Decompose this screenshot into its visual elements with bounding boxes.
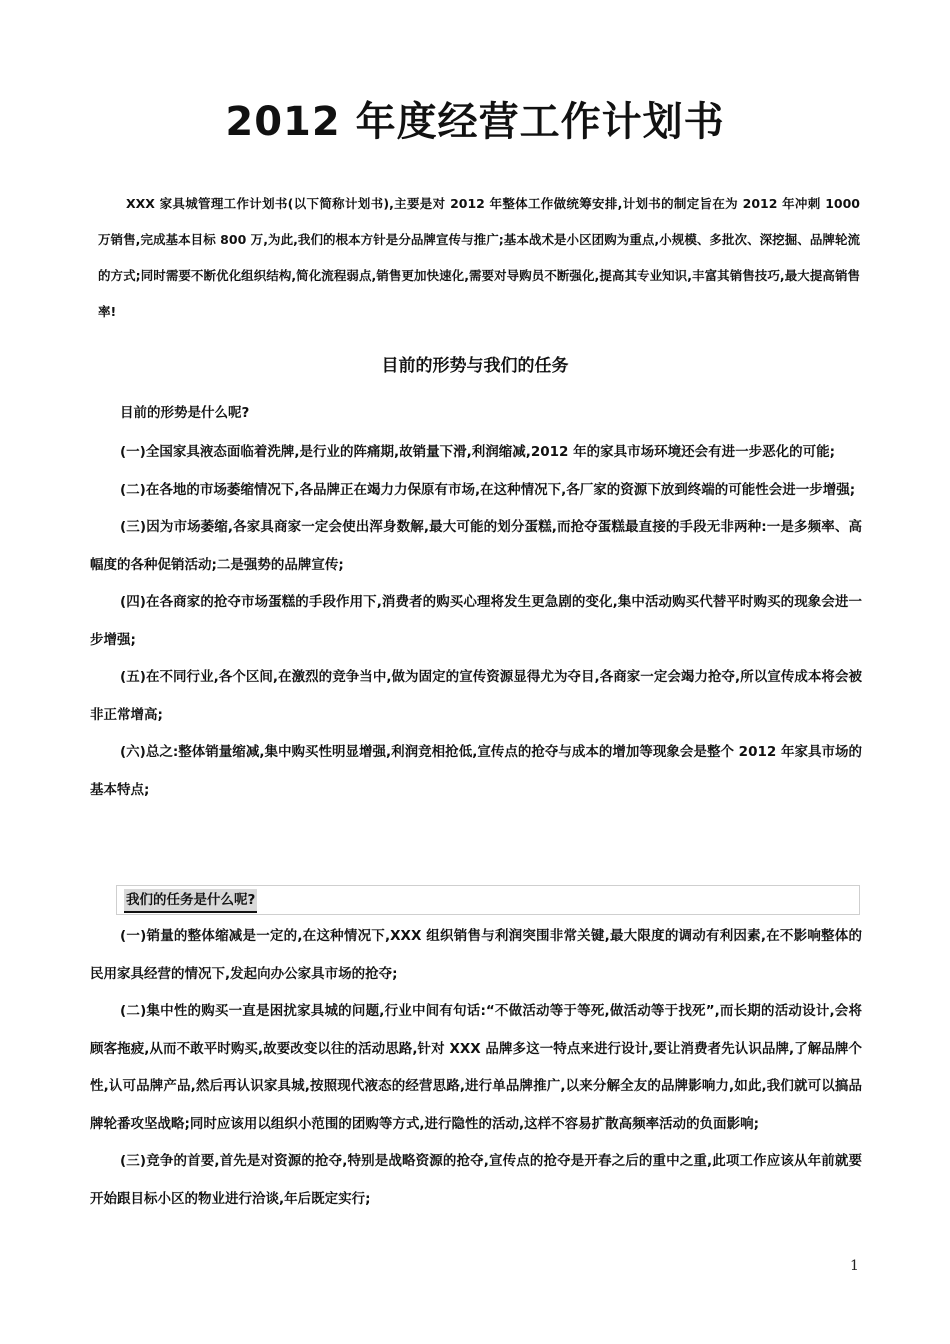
situation-item-4: (四)在各商家的抢夺市场蛋糕的手段作用下,消费者的购买心理将发生更急剧的变化,集中活动购买代替平时购买的现象会进一步增强; <box>90 594 862 648</box>
section-heading: 目前的形势与我们的任务 <box>381 356 569 376</box>
page-number: 1 <box>850 1258 859 1274</box>
situation-item-2: (二)在各地的市场萎缩情况下,各品牌正在竭力力保原有市场,在这种情况下,各厂家的资源下放到终端的可能性会进一步增强; <box>120 481 856 498</box>
task-item-1: (一)销量的整体缩减是一定的,在这种情况下,XXX 组织销售与利润突围非常关键,最大限度的调动有利因素,在不影响整体的民用家具经营的情况下,发起向办公家具市场的抢夺; <box>90 928 862 982</box>
intro-paragraph: XXX 家具城管理工作计划书(以下简称计划书),主要是对 2012 年整体工作做统筹安排,计划书的制定旨在为 2012 年冲刺 1000 万销售,完成基本目标 800 万,为此,我们的根本方针是分品牌宣传与推广;基本战术是小区团购为重点,小规模、多批次、深挖掘、品牌轮流的方式;同时需要不断优化组织结构,简化流程弱点,销售更加快速化,需要对导购员不断强化,提高其专业知识,丰富其销售技巧,最大提高销售率! <box>98 196 860 319</box>
situation-item-1: (一)全国家具液态面临着洗牌,是行业的阵痛期,故销量下滑,利润缩减,2012 年的家具市场环境还会有进一步恶化的可能; <box>120 444 836 460</box>
task-list <box>90 918 862 1218</box>
document-title: 2012 年度经营工作计划书 <box>225 99 725 145</box>
situation-item-6: (六)总之:整体销量缩减,集中购买性明显增强,利润竞相抢低,宣传点的抢夺与成本的增加等现象会是整个 2012 年家具市场的基本特点; <box>90 744 862 798</box>
task-item-3: (三)竞争的首要,首先是对资源的抢夺,特别是战略资源的抢夺,宣传点的抢夺是开春之后的重中之重,此项工作应该从年前就要开始跟目标小区的物业进行洽谈,年后既定实行; <box>90 1153 862 1207</box>
situation-item-5: (五)在不同行业,各个区间,在激烈的竞争当中,做为固定的宣传资源显得尤为夺目,各商家一定会竭力抢夺,所以宣传成本将会被非正常增高; <box>90 669 862 723</box>
task-question: 我们的任务是什么呢? <box>124 889 257 913</box>
task-question-box <box>116 885 860 915</box>
situation-list <box>90 434 862 809</box>
situation-item-3: (三)因为市场萎缩,各家具商家一定会使出浑身数解,最大可能的划分蛋糕,而抢夺蛋糕最直接的手段无非两种:一是多频率、高幅度的各种促销活动;二是强势的品牌宣传; <box>90 519 862 573</box>
situation-question: 目前的形势是什么呢? <box>120 405 250 421</box>
task-item-2: (二)集中性的购买一直是困扰家具城的问题,行业中间有句话:“不做活动等于等死,做活动等于找死”,而长期的活动设计,会将顾客拖疲,从而不敢平时购买,故要改变以往的活动思路,针对 XXX 品牌多这一特点来进行设计,要让消费者先认识品牌,了解品牌个性,认可品牌产品,然后再认识家具城,按照现代液态的经营思路,进行单品牌推广,以来分解全友的品牌影响力,如此,我们就可以搞品牌轮番攻坚战略;同时应该用以组织小范围的团购等方式,进行隐性的活动,这样不容易扩散高频率活动的负面影响; <box>90 1003 862 1132</box>
